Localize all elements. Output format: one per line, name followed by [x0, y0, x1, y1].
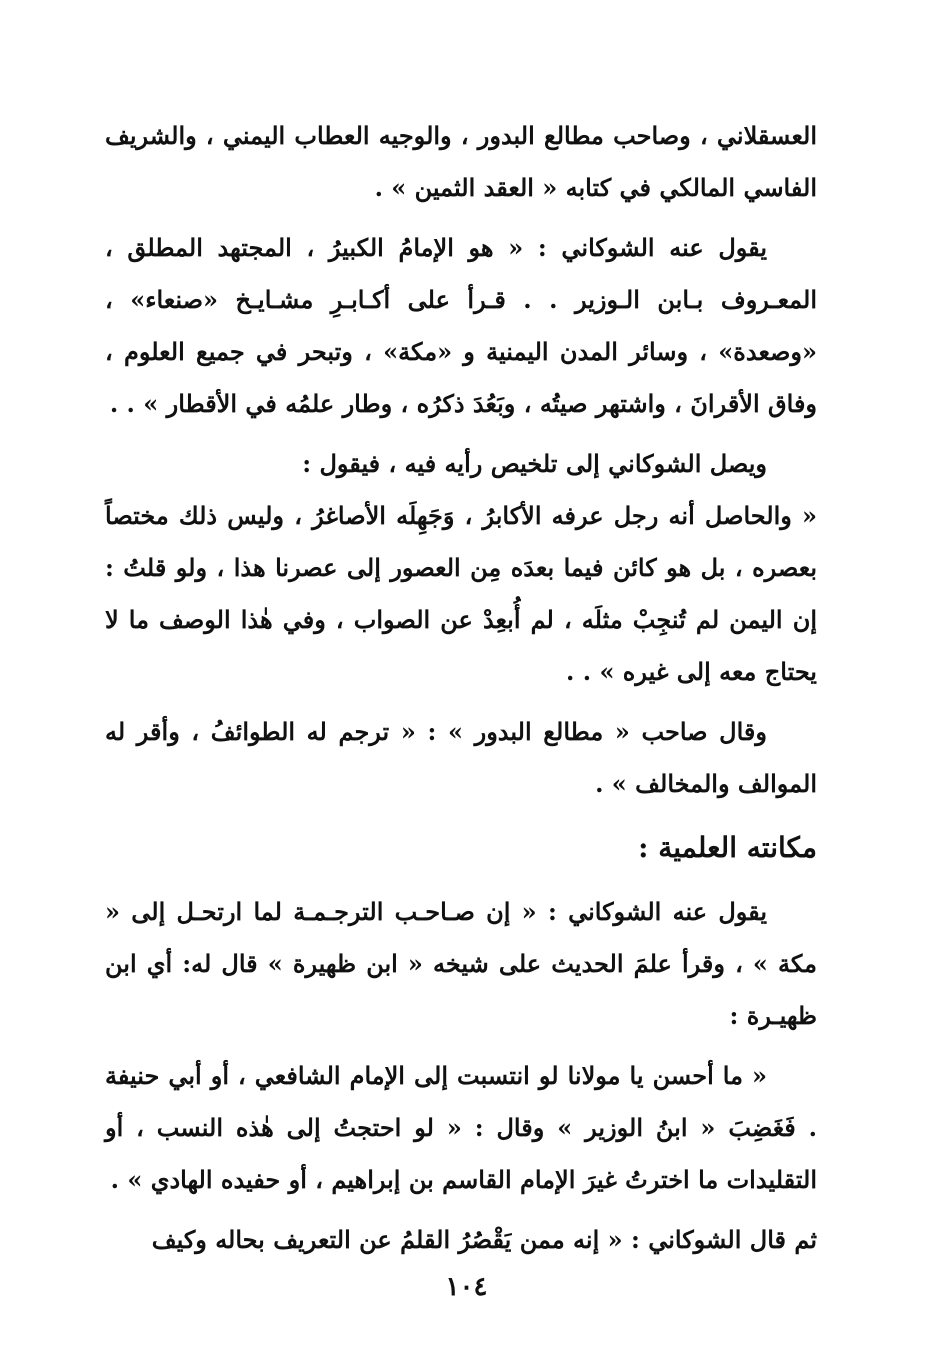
page-body	[105, 110, 817, 1266]
paragraph-4: « والحاصل أنه رجل عرفه الأكابرُ ، وَجَهِلَه الأصاغرُ ، وليس ذلك مختصاً بعصره ، بل هو كائن فيما بعدَه مِن العصور إلى عصرنا هذا ، ولو قلتُ : إن اليمن لم تُنجِبْ مثلَه ، لم أُبعِدْ عن الصواب ، وفي هٰذا الوصف ما لا يحتاج معه إلى غيره » . .	[105, 501, 817, 686]
paragraph-3: ويصل الشوكاني إلى تلخيص رأيه فيه ، فيقول :	[302, 449, 767, 478]
paragraph-1: العسقلاني ، وصاحب مطالع البدور ، والوجيه العطاب اليمني ، والشريف الفاسي المالكي في كتابه « العقد الثمين » .	[105, 121, 817, 202]
section-heading: مكانته العلمية :	[638, 831, 817, 864]
page-number: ١٠٤	[445, 1272, 488, 1302]
paragraph-2: يقول عنه الشوكاني : « هو الإمامُ الكبيرُ ، المجتهد المطلق ، المعـروف بـابن الـوزير . . قـرأ على أكـابـرِ مشـايـخ «صنعاء» ، «وصعدة» ، وسائر المدن اليمنية و «مكة» ، وتبحر في جميع العلوم ، وفاق الأقرانَ ، واشتهر صيتُه ، وبَعُدَ ذكرُه ، وطار علمُه في الأقطار » . .	[105, 233, 817, 418]
paragraph-7: « ما أحسن يا مولانا لو انتسبت إلى الإمام الشافعي ، أو أبي حنيفة . فَغَضِبَ « ابنُ الوزير » وقال : « لو احتجتُ إلى هٰذه النسب ، أو التقليدات ما اخترتُ غيرَ الإمام القاسم بن إبراهيم ، أو حفيده الهادي » .	[105, 1061, 818, 1194]
paragraph-8: ثم قال الشوكاني : « إنه ممن يَقْصُرُ القلمُ عن التعريف بحاله وكيف	[151, 1225, 817, 1254]
paragraph-6: يقول عنه الشوكاني : « إن صـاحـب الترجـمـة لما ارتحـل إلى « مكة » ، وقرأ علمَ الحديث على شيخه « ابن ظهيرة » قال له: أي ابن ظهيـرة :	[105, 897, 817, 1030]
paragraph-5: وقال صاحب « مطالع البدور » : « ترجم له الطوائفُ ، وأقر له الموالف والمخالف » .	[105, 717, 817, 798]
